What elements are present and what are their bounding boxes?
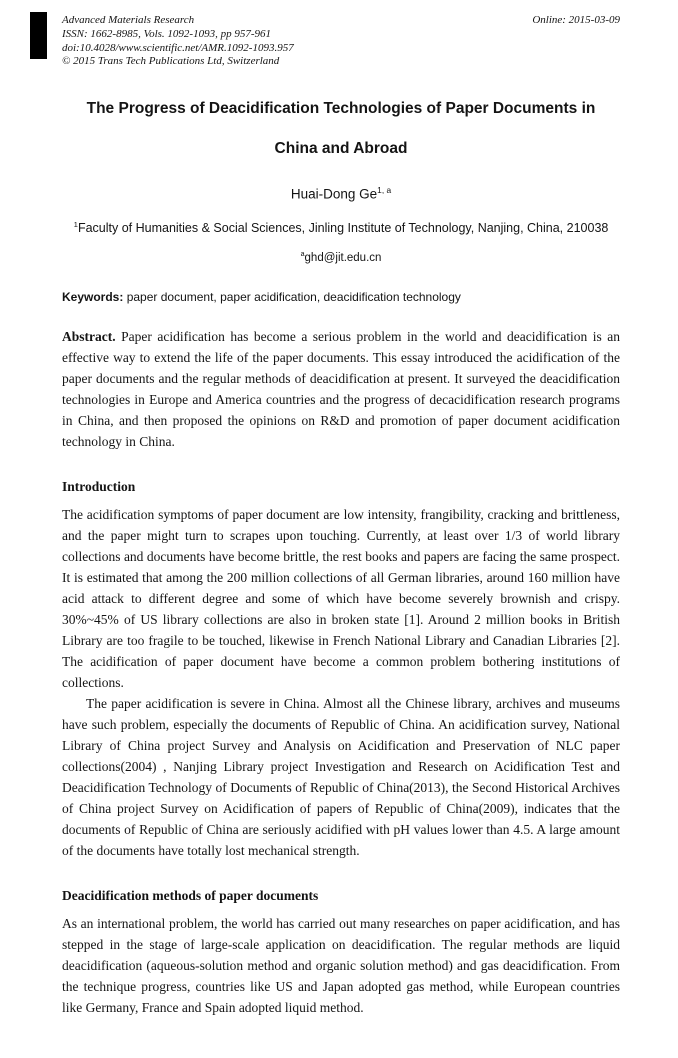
left-margin-bar (30, 12, 47, 59)
paper-title (62, 99, 620, 159)
keywords-line (62, 290, 620, 304)
section-introduction (62, 479, 620, 861)
abstract-text: Paper acidification has become a serious problem in the world and deacidification is an effective way to extend the life of the paper documents. This essay introduced the acidification of the paper documents and the regular methods of deacidification at present. It surveyed the deacidification technologies in Europe and America countries and the progress of decacidification research programs in China, and then proposed the opinions on R&D and promotion of paper document acidification technology in China. (62, 329, 620, 450)
abstract (62, 326, 620, 452)
issn-line: ISSN: 1662-8985, Vols. 1092-1093, pp 957-961 (62, 27, 271, 40)
paper-title-line2: China and Abroad (274, 140, 408, 158)
abstract-label: Abstract. (62, 329, 116, 345)
section-heading: Introduction (62, 479, 136, 495)
affiliation-text: Faculty of Humanities & Social Sciences, Jinling Institute of Technology, Nanjing, China, 210038 (77, 221, 609, 236)
body-paragraph: The acidification symptoms of paper document are low intensity, frangibility, cracking and brittleness, and the paper might turn to scrapes upon touching. Currently, at least over 1/3 of world library collections and documents have become brittle, the rest books and papers are facing the same prospect. It is estimated that among the 200 million collections of all German libraries, around 160 million have acid attack to different degree and some of which have become severely brownish and crispy. 30%~45% of US library collections are also in broken state [1]. Around 2 million books in British Library are too fragile to be touched, likewise in French National Library and Canadian Libraries [2]. The acidification of paper document have become a common problem bothering institutions of collections. (62, 507, 620, 691)
author-name: Huai-Dong Ge (290, 186, 378, 202)
paper-title-line1: The Progress of Deacidification Technologies of Paper Documents in (86, 100, 596, 117)
body-paragraph: As an international problem, the world has carried out many researches on paper acidification, and has stepped in the stage of large-scale application on deacidification. The regular methods are liquid deacidification (aqueous-solution method and organic solution method) and gas deacidification. From the technique progress, countries like US and Japan adopted gas method, while European countries like Germany, France and Spain adopted liquid method. (62, 916, 620, 1016)
publication-info (62, 14, 294, 69)
section-heading: Deacidification methods of paper documents (62, 888, 319, 904)
journal-name: Advanced Materials Research (62, 14, 195, 26)
copyright-line: © 2015 Trans Tech Publications Ltd, Switzerland (62, 55, 280, 68)
email-line (62, 250, 620, 264)
journal-header (62, 14, 620, 69)
affiliation-line (62, 220, 620, 235)
online-date: Online: 2015-03-09 (532, 14, 620, 26)
author-superscript: 1, a (377, 184, 392, 195)
email-superscript: a (300, 250, 305, 259)
section-deacidification-methods (62, 888, 620, 1018)
keywords-label: Keywords: (62, 290, 124, 305)
email-text: ghd@jit.edu.cn (304, 252, 382, 265)
author-line (62, 185, 620, 202)
affiliation-superscript: 1 (73, 220, 78, 230)
keywords-text: paper document, paper acidification, deacidification technology (123, 290, 461, 305)
body-paragraph: The paper acidification is severe in China. Almost all the Chinese library, archives and museums have such problem, especially the documents of Republic of China. An acidification survey, National Library of China project Survey and Analysis on Acidification and Preservation of NLC paper collections(2004) , Nanjing Library project Investigation and Research on Acidification Test and Deacidification Technology of Documents of Republic of China(2013), the Second Historical Archives of China project Survey on Acidification of papers of Republic of China(2009), indicates that the documents of Republic of China are seriously acidified with pH values lower than 4.5. A large amount of the documents have totally lost mechanical strength. (62, 696, 620, 859)
doi-line: doi:10.4028/www.scientific.net/AMR.1092-1093.957 (62, 41, 294, 54)
